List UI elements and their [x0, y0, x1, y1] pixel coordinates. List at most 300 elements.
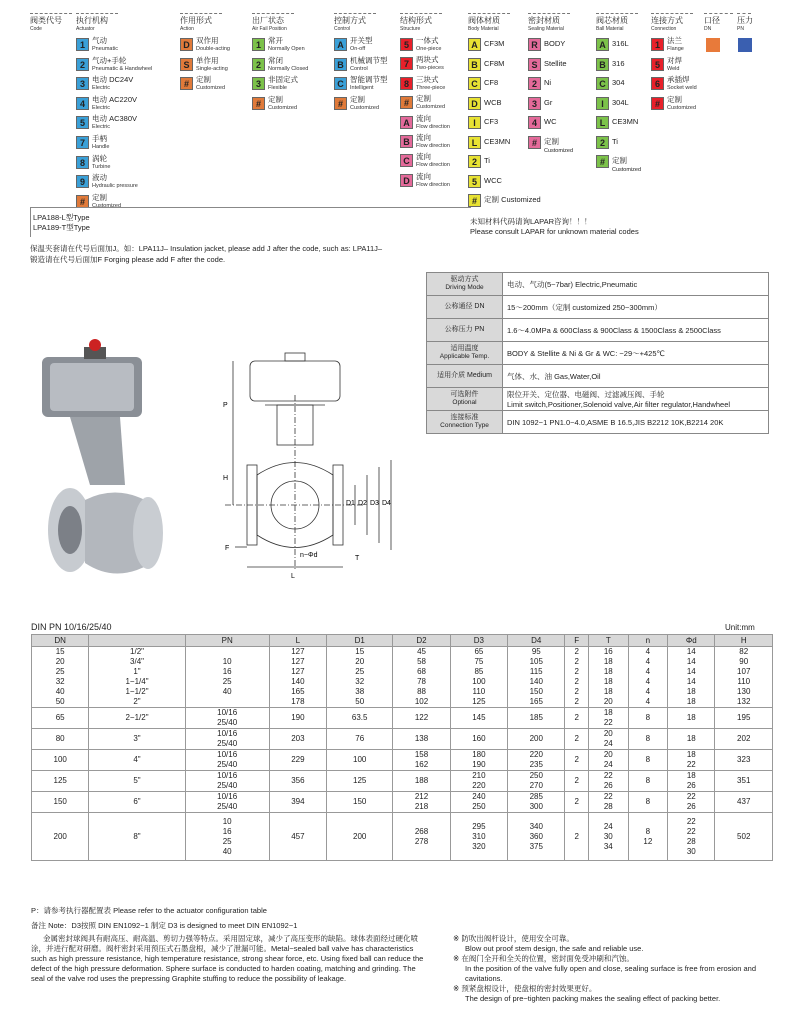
table-cell	[508, 750, 565, 771]
cell-line: 22	[603, 771, 613, 780]
option-cn: 三块式	[416, 74, 439, 84]
table-cell: 2	[565, 729, 589, 750]
code-badge: B	[468, 58, 481, 71]
option-en: Customized	[544, 148, 574, 154]
cell-line: 285	[529, 792, 543, 801]
header-divider	[180, 13, 222, 14]
option-text: Ti	[612, 136, 618, 146]
table-cell: 132	[715, 697, 773, 708]
option-text: WCB	[484, 97, 502, 107]
option-en: Electric	[92, 85, 111, 92]
option-cn: 流向	[416, 171, 431, 181]
code-badge: #	[528, 136, 541, 149]
column-header-cn: 结构形式	[400, 16, 432, 25]
table-cell: 457	[269, 813, 326, 861]
column-header	[468, 16, 500, 34]
dn-swatch	[706, 38, 720, 52]
column-header-en: Body Material	[468, 26, 499, 32]
cell-line: 25	[222, 836, 232, 846]
code-option	[612, 57, 625, 71]
option-text: 定制	[612, 156, 627, 165]
spec-key-en: Applicable Temp.	[439, 353, 490, 360]
column-header-en: Connection	[651, 26, 677, 32]
column-header-en: Structure	[400, 26, 421, 32]
spec-key-en: Driving Mode	[445, 284, 484, 291]
code-option	[484, 76, 498, 90]
spec-key	[427, 411, 503, 434]
column-header	[651, 16, 683, 34]
spec-key	[427, 365, 503, 388]
code-badge: C	[400, 154, 413, 167]
column-header-en: Code	[30, 26, 42, 32]
code-option	[667, 37, 684, 53]
code-badge: 5	[468, 175, 481, 188]
unknown-material-en: Please consult LAPAR for unknown material codes	[470, 227, 639, 236]
option-en: Socket weld	[667, 85, 697, 92]
option-text: WC	[544, 117, 557, 126]
table-cell: 130	[715, 687, 773, 697]
table-row	[32, 708, 773, 729]
spec-key-en: Optional	[452, 399, 477, 406]
table-cell: 8	[628, 708, 668, 729]
column-header-en: Control	[334, 26, 351, 32]
table-cell	[185, 771, 269, 792]
code-option	[350, 37, 373, 53]
table-cell: 15	[32, 647, 89, 658]
table-cell	[185, 813, 269, 861]
table-cell: 88	[393, 687, 450, 697]
spec-value-text: 限位开关、定位器、电磁阀、过滤减压阀、手轮	[507, 390, 665, 399]
table-header: D1	[327, 635, 393, 647]
cell-line: 28	[603, 802, 613, 811]
table-header: n	[628, 635, 668, 647]
cell-line: 30	[686, 846, 696, 856]
cell-line: 250	[529, 771, 543, 780]
code-option	[544, 37, 565, 51]
option-cn: 法兰	[667, 36, 682, 45]
column-header-en: Actuator	[76, 26, 95, 32]
table-cell	[628, 813, 668, 861]
column-header-cn: 压力	[737, 16, 753, 25]
flange-right	[133, 497, 163, 569]
table-cell	[668, 792, 715, 813]
forging-note: 锻造请在代号后面加F Forging please add F after the code.	[30, 255, 226, 264]
table-cell: 14	[668, 647, 715, 658]
code-option	[416, 95, 445, 111]
spec-key-cn: 公称通径 DN	[444, 303, 485, 310]
code-option	[667, 96, 696, 112]
spec-value-text-2: Limit switch,Positioner,Solenoid valve,Air filter regulator,Handwheel	[507, 400, 731, 409]
spec-key	[427, 342, 503, 365]
code-badge: A	[468, 38, 481, 51]
cell-line: 360	[529, 831, 543, 841]
table-cell: 20	[327, 657, 393, 667]
code-badge: B	[596, 58, 609, 71]
option-en: Double-acting	[196, 46, 230, 52]
code-option	[416, 153, 450, 169]
option-text: 316	[612, 58, 625, 68]
cell-line: 22	[686, 816, 696, 826]
table-cell: 14	[668, 667, 715, 677]
code-badge: #	[468, 194, 481, 207]
option-en: On-off	[350, 46, 366, 52]
column-header-cn: 阀芯材质	[596, 16, 628, 25]
code-option	[612, 96, 629, 110]
code-badge: #	[334, 97, 347, 110]
column-header-en: Sealing Material	[528, 26, 564, 32]
table-cell	[508, 771, 565, 792]
code-option	[416, 173, 450, 189]
column-header-cn: 出厂状态	[252, 16, 284, 25]
code-option	[92, 76, 133, 92]
cell-line: 10/16	[217, 792, 238, 801]
code-option	[196, 76, 225, 92]
dim-p: P	[223, 402, 228, 409]
table-cell: 80	[32, 729, 89, 750]
table-cell: 356	[269, 771, 326, 792]
option-en: One-piece	[416, 46, 442, 52]
cell-line: 18	[686, 771, 696, 780]
dim-l: L	[291, 573, 295, 580]
dim-d4: D4	[382, 500, 391, 507]
table-cell: 20	[588, 697, 628, 708]
spec-key-en: Connection Type	[440, 422, 489, 429]
code-option	[92, 57, 152, 73]
table-header: T	[588, 635, 628, 647]
table-cell: 8"	[89, 813, 185, 861]
cell-line: 340	[529, 821, 543, 831]
spec-key-cn: 公称压力 PN	[444, 326, 485, 333]
code-badge: D	[180, 38, 193, 51]
table-cell: 40	[32, 687, 89, 697]
pn-value: 25	[222, 677, 232, 686]
spec-value	[503, 342, 769, 365]
code-badge: 1	[252, 38, 265, 51]
table-cell	[588, 729, 628, 750]
table-cell: 200	[327, 813, 393, 861]
option-en: Two-pieces	[416, 65, 444, 72]
spec-key-cn: 适用介质 Medium	[437, 372, 492, 379]
code-option	[484, 135, 510, 149]
cell-line: 310	[472, 831, 486, 841]
option-text: 304L	[612, 97, 629, 107]
option-text: CE3MN	[484, 136, 511, 146]
header-divider	[400, 13, 442, 14]
table-cell: 200	[32, 813, 89, 861]
option-en: Turbine	[92, 163, 111, 170]
table-header: D2	[393, 635, 450, 647]
cell-line: 25/40	[217, 760, 238, 769]
table-cell	[668, 750, 715, 771]
code-badge: L	[468, 136, 481, 149]
table-row	[32, 667, 773, 677]
table-cell: 107	[715, 667, 773, 677]
table-header: Φd	[668, 635, 715, 647]
table-cell: 75	[450, 657, 507, 667]
column-header	[334, 16, 366, 34]
cell-line: 24	[603, 739, 613, 748]
table-cell: 2	[565, 697, 589, 708]
option-cn: 对焊	[667, 55, 682, 65]
code-badge: 3	[528, 97, 541, 110]
option-en: Flow direction	[416, 162, 450, 169]
option-en: Intelligent	[350, 85, 374, 92]
dim-d1: D1	[346, 500, 355, 507]
table-header: H	[715, 635, 773, 647]
option-cn: 非固定式	[268, 75, 298, 85]
code-option	[268, 76, 298, 92]
code-badge: B	[400, 135, 413, 148]
spec-row	[427, 411, 769, 434]
code-option	[92, 135, 109, 151]
table-cell	[393, 813, 450, 861]
spec-row	[427, 273, 769, 296]
code-badge: 2	[528, 77, 541, 90]
table-header: D3	[450, 635, 507, 647]
cell-line: 320	[472, 841, 486, 851]
table-cell: 18	[588, 657, 628, 667]
table-header: DN	[32, 635, 89, 647]
table-cell: 2	[565, 647, 589, 658]
feature-cn: ※ 预紧盘根设计，使盘根的密封效果更好。	[453, 984, 597, 993]
option-en: Electric	[92, 124, 111, 131]
table-cell	[588, 813, 628, 861]
option-en: Flow direction	[416, 143, 450, 149]
spec-key	[427, 273, 503, 296]
table-cell	[185, 729, 269, 750]
table-cell: 188	[393, 771, 450, 792]
spec-value-text: 气体、水、油 Gas,Water,Oil	[507, 371, 601, 381]
table-cell: 3"	[89, 729, 185, 750]
cell-line: 26	[686, 781, 696, 790]
column-header-cn: 阀类代号	[30, 16, 62, 25]
code-badge: 1	[76, 38, 89, 51]
table-cell: 2	[565, 708, 589, 729]
table-cell: 76	[327, 729, 393, 750]
spec-key	[427, 319, 503, 342]
table-cell	[450, 750, 507, 771]
spec-value	[503, 388, 769, 411]
code-badge: 5	[651, 58, 664, 71]
table-cell: 437	[715, 792, 773, 813]
table-cell: 78	[393, 677, 450, 687]
code-badge: 3	[252, 77, 265, 90]
code-option	[92, 155, 110, 171]
table-cell: 125	[450, 697, 507, 708]
code-option	[350, 96, 379, 112]
table-cell	[393, 792, 450, 813]
option-en: Customized	[350, 104, 380, 111]
table-cell: 190	[269, 708, 326, 729]
table-cell	[450, 813, 507, 861]
cell-line: 25/40	[217, 802, 238, 811]
table-cell: 18	[668, 708, 715, 729]
cell-line: 22	[603, 718, 613, 727]
column-header-cn: 作用形式	[180, 16, 212, 25]
spec-key	[427, 388, 503, 411]
spec-value-text: 15～200mm（定制 customized 250~300mm）	[507, 302, 662, 312]
table-cell	[668, 813, 715, 861]
option-cn: 定制	[92, 192, 107, 202]
table-cell: 18	[668, 729, 715, 750]
table-cell: 1−1/4"	[89, 677, 185, 687]
table-cell	[185, 750, 269, 771]
code-badge: 9	[76, 175, 89, 188]
table-cell	[450, 771, 507, 792]
table-cell: 4	[628, 697, 668, 708]
column-header-cn: 口径	[704, 16, 720, 25]
valve-photo	[30, 335, 180, 585]
table-cell	[588, 750, 628, 771]
code-badge: 1	[651, 38, 664, 51]
table-cell: 200	[508, 729, 565, 750]
code-option	[268, 37, 305, 53]
table-cell: 105	[508, 657, 565, 667]
code-badge: 2	[76, 58, 89, 71]
cell-line: 220	[529, 750, 543, 759]
cell-line: 25/40	[217, 718, 238, 727]
description-left: 金属密封球阀具有耐高压、耐高温、剪切力强等特点。采用固定球，减少了高压变形的缺陷。球体表面经过硬化喷涂，并进行配对研磨。阀杆密封采用预压式石墨盘根，减少了泄漏可能。Metal−sealed ball valve has characteristics such as high pressure resistance, high temperature resistance, strong shear force, etc. Using fixed ball can reduce the defect of the high pressure deformation. Sphere surface is conducted to harden coating, matching and grinding. The seal of the valve rod uses the prepressing Graphite stuffing to reduce the possibility of leakage.	[31, 934, 424, 983]
option-cn: 电动 DC24V	[92, 75, 134, 85]
table-cell: 1"	[89, 667, 185, 677]
column-header-en: Ball Material	[596, 26, 624, 32]
code-badge: A	[334, 38, 347, 51]
code-badge: S	[528, 58, 541, 71]
column-header-cn: 执行机构	[76, 16, 108, 25]
cell-line: 268	[414, 826, 429, 836]
code-option	[612, 135, 618, 149]
option-cn: 流向	[416, 152, 431, 162]
dim-h: H	[223, 475, 229, 482]
table-cell: 1/2"	[89, 647, 185, 658]
code-badge: 8	[400, 77, 413, 90]
option-cn: 单作用	[196, 55, 219, 65]
table-row	[32, 771, 773, 792]
option-cn: 定制	[268, 94, 283, 104]
cell-line: 40	[222, 846, 232, 856]
header-divider	[704, 13, 733, 14]
table-cell	[508, 813, 565, 861]
feature-en: The design of pre−tighten packing makes the sealing effect of packing better.	[465, 994, 721, 1003]
dim-d2: D2	[358, 500, 367, 507]
table-cell: 68	[393, 667, 450, 677]
option-en: Weld	[667, 65, 680, 72]
table-row	[32, 657, 773, 667]
code-badge: 5	[400, 38, 413, 51]
code-option	[484, 96, 502, 110]
table-row	[32, 750, 773, 771]
cell-line: 18	[603, 708, 613, 717]
table-cell: 65	[32, 708, 89, 729]
code-badge: 7	[400, 57, 413, 70]
code-badge: D	[468, 97, 481, 110]
table-cell: 323	[715, 750, 773, 771]
table-cell: 160	[450, 729, 507, 750]
table-cell: 3/4"	[89, 657, 185, 667]
table-cell: 25	[32, 667, 89, 677]
code-option	[196, 37, 230, 53]
code-option	[667, 76, 697, 92]
table-cell: 351	[715, 771, 773, 792]
table-row	[32, 677, 773, 687]
cell-line: 22	[686, 792, 696, 801]
table-row	[32, 729, 773, 750]
option-cn: 电动 AC380V	[92, 114, 138, 124]
table-cell: 145	[450, 708, 507, 729]
table-cell: 110	[715, 677, 773, 687]
header-divider	[651, 13, 693, 14]
table-cell: 125	[32, 771, 89, 792]
option-text: CF3M	[484, 39, 505, 48]
feature-cn: ※ 防吹出阀杆设计，使用安全可靠。	[453, 934, 574, 943]
code-option	[484, 37, 504, 51]
option-cn: 手柄	[92, 134, 107, 143]
code-badge: A	[596, 38, 609, 51]
option-en: Hydraulic pressure	[92, 183, 138, 190]
option-en: Normally Open	[268, 46, 305, 52]
table-cell: 2	[565, 667, 589, 677]
code-badge: C	[468, 77, 481, 90]
table-cell: 185	[508, 708, 565, 729]
option-en: Pneumatic & Handwheel	[92, 65, 153, 72]
table-cell: 127	[269, 657, 326, 667]
option-text: BODY	[544, 39, 566, 48]
cell-line: 16	[222, 826, 232, 836]
code-badge: 4	[76, 97, 89, 110]
column-header-cn: 连接方式	[651, 16, 683, 25]
code-badge: R	[528, 38, 541, 51]
header-divider	[528, 13, 570, 14]
table-cell	[185, 647, 269, 708]
option-text: 304	[612, 78, 625, 87]
table-cell: 18	[588, 667, 628, 677]
table-cell: 15	[327, 647, 393, 658]
table-cell: 45	[393, 647, 450, 658]
code-badge: 5	[76, 116, 89, 129]
code-option	[92, 174, 138, 190]
table-cell: 18	[588, 677, 628, 687]
option-cn: 开关型	[350, 36, 373, 45]
table-cell: 16	[588, 647, 628, 658]
cell-line: 20	[603, 750, 613, 759]
table-header: F	[565, 635, 589, 647]
code-option	[92, 37, 118, 53]
code-option	[544, 96, 552, 110]
code-badge: I	[468, 116, 481, 129]
table-cell: 140	[508, 677, 565, 687]
option-cn: 智能调节型	[350, 75, 388, 85]
dim-f: F	[225, 545, 230, 552]
table-cell: 58	[393, 657, 450, 667]
option-cn: 承插焊	[667, 75, 690, 85]
code-badge: L	[596, 116, 609, 129]
table-cell: 4	[628, 657, 668, 667]
spec-row	[427, 342, 769, 365]
table-cell: 14	[668, 677, 715, 687]
table-cell: 165	[269, 687, 326, 697]
code-option	[612, 115, 638, 129]
cell-line: 18	[686, 750, 696, 759]
spec-value	[503, 319, 769, 342]
spec-row	[427, 319, 769, 342]
table-cell: 65	[450, 647, 507, 658]
table-cell: 110	[450, 687, 507, 697]
cell-line: 295	[472, 821, 486, 831]
table-cell: 2	[565, 792, 589, 813]
code-option	[544, 115, 557, 129]
spec-key-cn: 驱动方式	[450, 276, 479, 283]
table-cell: 5"	[89, 771, 185, 792]
